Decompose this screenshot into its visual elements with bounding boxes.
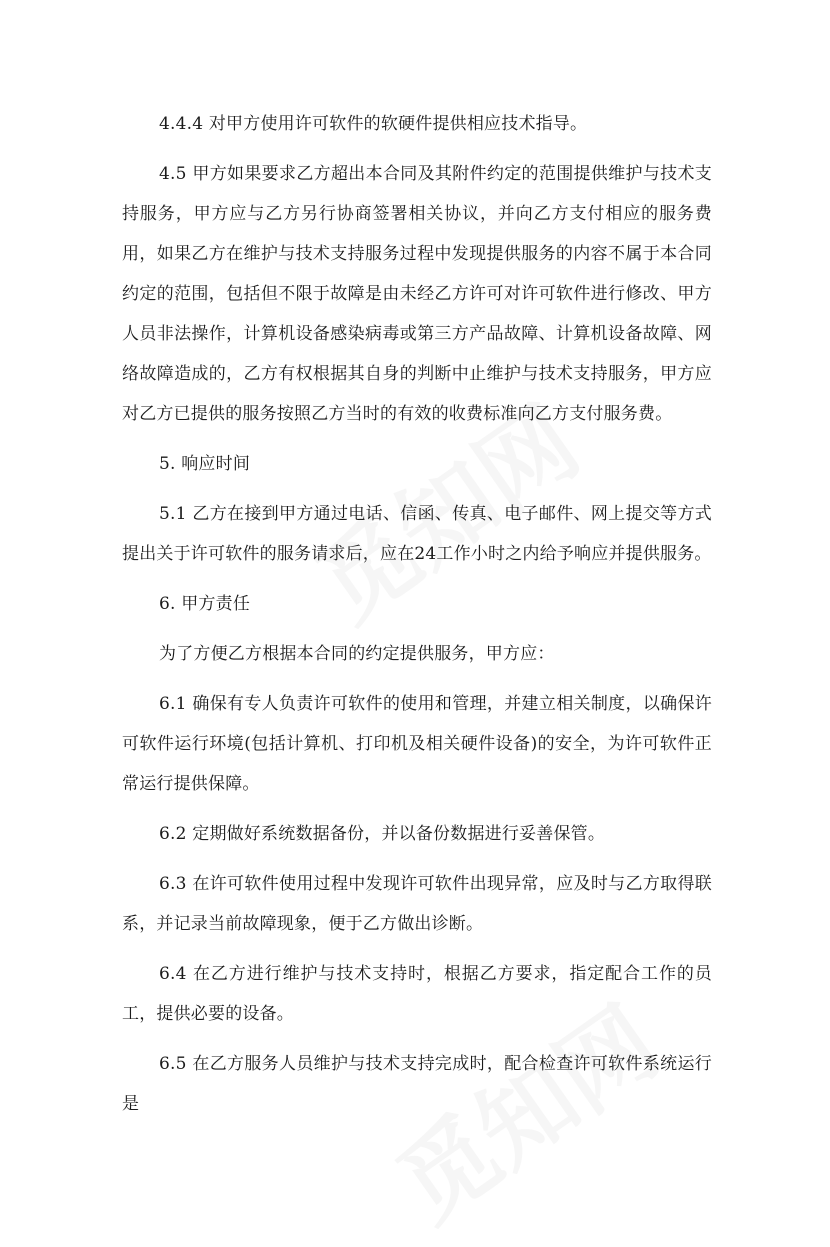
clause-6-1: 6.1 确保有专人负责许可软件的使用和管理，并建立相关制度，以确保许可软件运行环境(包括计算机、打印机及相关硬件设备)的安全，为许可软件正常运行提供保障。 bbox=[122, 694, 712, 794]
section-5-heading: 5. 响应时间 bbox=[159, 454, 251, 474]
clause-4-5: 4.5 甲方如果要求乙方超出本合同及其附件约定的范围提供维护与技术支持服务，甲方应与乙方另行协商签署相关协议，并向乙方支付相应的服务费用，如果乙方在维护与技术支持服务过程中发现提供服务的内容不属于本合同约定的范围，包括但不限于故障是由未经乙方许可对许可软件进行修改、甲方人员非法操作，计算机设备感染病毒或第三方产品故障、计算机设备故障、网络故障造成的，乙方有权根据其自身的判断中止维护与技术支持服务，甲方应对乙方已提供的服务按照乙方当时的有效的收费标准向乙方支付服务费。 bbox=[122, 164, 712, 424]
section-6-heading: 6. 甲方责任 bbox=[159, 594, 251, 614]
document-body bbox=[122, 104, 712, 1134]
clause-5-1: 5.1 乙方在接到甲方通过电话、信函、传真、电子邮件、网上提交等方式提出关于许可软件的服务请求后，应在24工作小时之内给予响应并提供服务。 bbox=[122, 504, 712, 564]
clause-4-4-4: 4.4.4 对甲方使用许可软件的软硬件提供相应技术指导。 bbox=[159, 114, 588, 134]
clause-6-4: 6.4 在乙方进行维护与技术支持时，根据乙方要求，指定配合工作的员工，提供必要的设备。 bbox=[122, 964, 712, 1024]
clause-6-2: 6.2 定期做好系统数据备份，并以备份数据进行妥善保管。 bbox=[159, 824, 606, 844]
clause-6-5: 6.5 在乙方服务人员维护与技术支持完成时，配合检查许可软件系统运行是 bbox=[122, 1054, 712, 1114]
section-6-intro: 为了方便乙方根据本合同的约定提供服务，甲方应： bbox=[159, 644, 555, 664]
clause-6-3: 6.3 在许可软件使用过程中发现许可软件出现异常，应及时与乙方取得联系，并记录当前故障现象，便于乙方做出诊断。 bbox=[122, 874, 712, 934]
